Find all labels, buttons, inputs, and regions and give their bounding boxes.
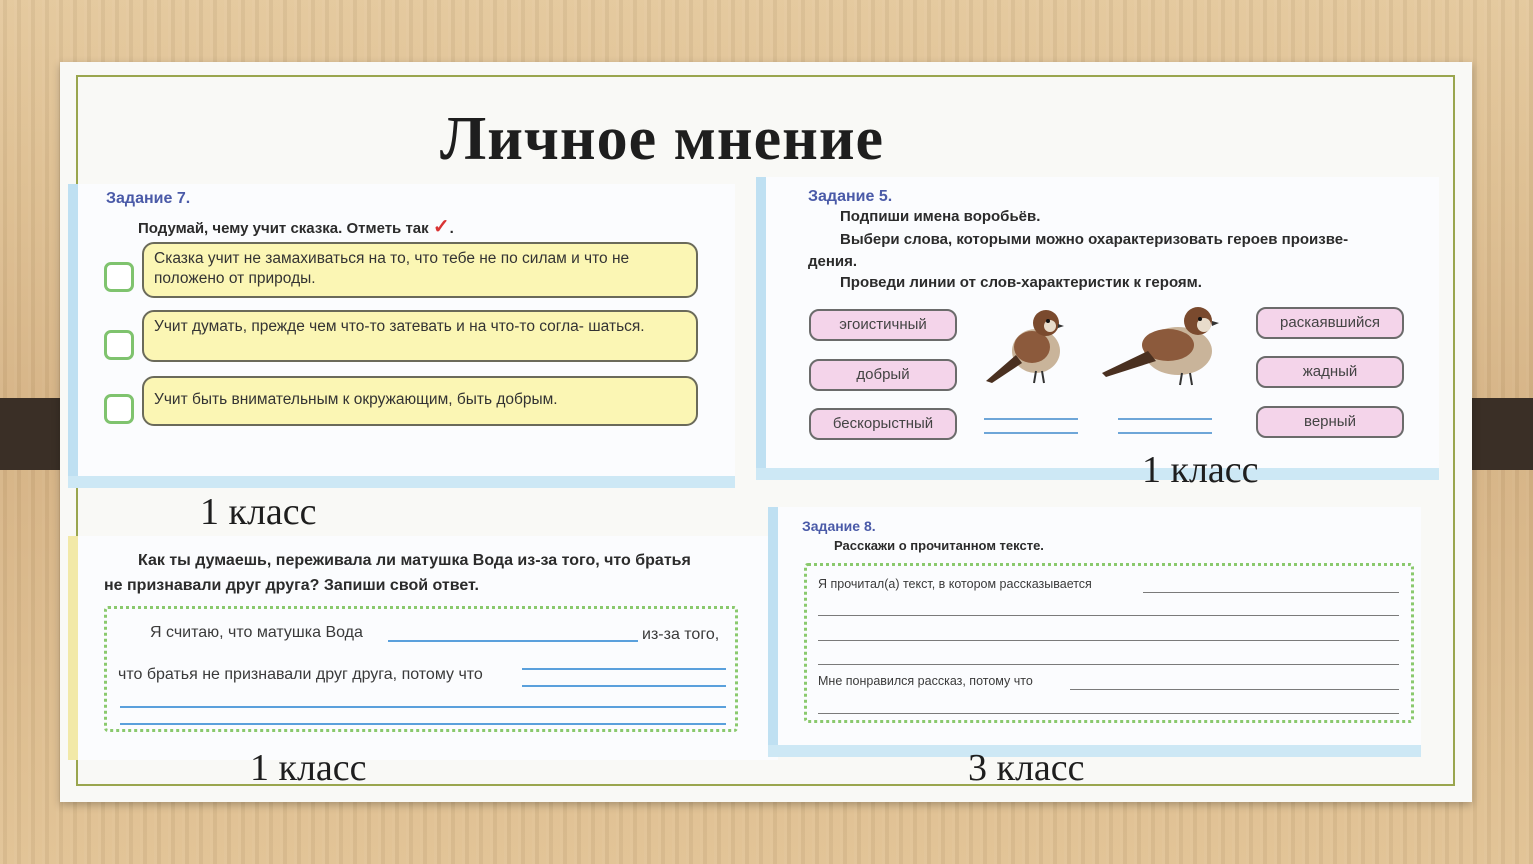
option-3: Учит быть внимательным к окружающим, быть добрым. [142, 376, 698, 426]
name-line [984, 432, 1078, 434]
writing-line [120, 723, 726, 725]
task8-panel [768, 507, 1421, 757]
answer-line-2: что братья не признавали друг друга, потому что [118, 666, 483, 683]
trait-word[interactable]: бескорыстный [809, 408, 957, 440]
writing-line [818, 615, 1399, 616]
option-checkbox[interactable] [104, 394, 134, 424]
option-checkbox[interactable] [104, 330, 134, 360]
task8-heading: Задание 8. [802, 518, 876, 534]
name-line [1118, 432, 1212, 434]
task7-instruction: Подумай, чему учит сказка. Отметь так ✓. [138, 216, 454, 238]
decor-bar-left [0, 398, 66, 470]
task7-heading: Задание 7. [106, 190, 191, 207]
writing-line [120, 706, 726, 708]
trait-word[interactable]: верный [1256, 406, 1404, 438]
writing-line [818, 664, 1399, 665]
task5-line: Проведи линии от слов-характеристик к героям. [840, 274, 1202, 291]
option-1: Сказка учит не замахиваться на то, что тебе не по силам и что не положено от природы. [142, 242, 698, 298]
panel-edge [768, 745, 1421, 757]
trait-word[interactable]: жадный [1256, 356, 1404, 388]
slide [60, 62, 1472, 802]
writing-line [522, 685, 726, 687]
task5-line: Подпиши имена воробьёв. [840, 208, 1041, 225]
grade-label: 3 класс [968, 747, 1085, 789]
writing-line [818, 713, 1399, 714]
name-line [1118, 418, 1212, 420]
question-line: не признавали друг друга? Запиши свой ответ. [104, 577, 479, 594]
name-line [984, 418, 1078, 420]
trait-word[interactable]: добрый [809, 359, 957, 391]
task7-instruction-text: Подумай, чему учит сказка. Отметь так [138, 220, 429, 237]
panel-edge [768, 507, 778, 757]
check-mark-icon: ✓ [432, 216, 450, 238]
grade-label: 1 класс [1142, 449, 1259, 491]
sparrow-illustration [978, 299, 1238, 391]
option-checkbox[interactable] [104, 262, 134, 292]
task8-instruction: Расскажи о прочитанном тексте. [834, 538, 1044, 553]
answer-line-start: Я считаю, что матушка Вода [150, 624, 363, 641]
task5-heading: Задание 5. [808, 188, 893, 205]
panel-edge [68, 476, 735, 488]
writing-line [1143, 592, 1399, 593]
writing-line [522, 668, 726, 670]
sparrow-1-icon [986, 310, 1064, 383]
task7-panel [68, 184, 735, 488]
trait-word[interactable]: эгоистичный [809, 309, 957, 341]
option-2: Учит думать, прежде чем что-то затевать и на что-то согла- шаться. [142, 310, 698, 362]
panel-edge [68, 184, 78, 488]
task5-line: Выбери слова, которыми можно охарактеризовать героев произве- [840, 231, 1349, 248]
question-line: Как ты думаешь, переживала ли матушка Вода из-за того, что братья [138, 552, 691, 569]
task8-prompt-1: Я прочитал(а) текст, в котором рассказывается [818, 577, 1092, 591]
grade-label: 1 класс [250, 747, 367, 789]
writing-line [1070, 689, 1399, 690]
panel-edge [68, 536, 78, 760]
task5-panel [756, 177, 1439, 480]
panel-edge [756, 177, 766, 480]
grade-label: 1 класс [200, 491, 317, 533]
slide-title: Личное мнение [440, 105, 885, 173]
writing-line [388, 640, 638, 642]
task8-prompt-2: Мне понравился рассказ, потому что [818, 674, 1033, 688]
task5-line: дения. [808, 253, 858, 270]
trait-word[interactable]: раскаявшийся [1256, 307, 1404, 339]
writing-line [818, 640, 1399, 641]
answer-line-end: из-за того, [642, 626, 720, 643]
water-task-panel [68, 536, 778, 760]
sparrow-2-icon [1102, 307, 1219, 385]
panel-edge [756, 468, 1439, 480]
